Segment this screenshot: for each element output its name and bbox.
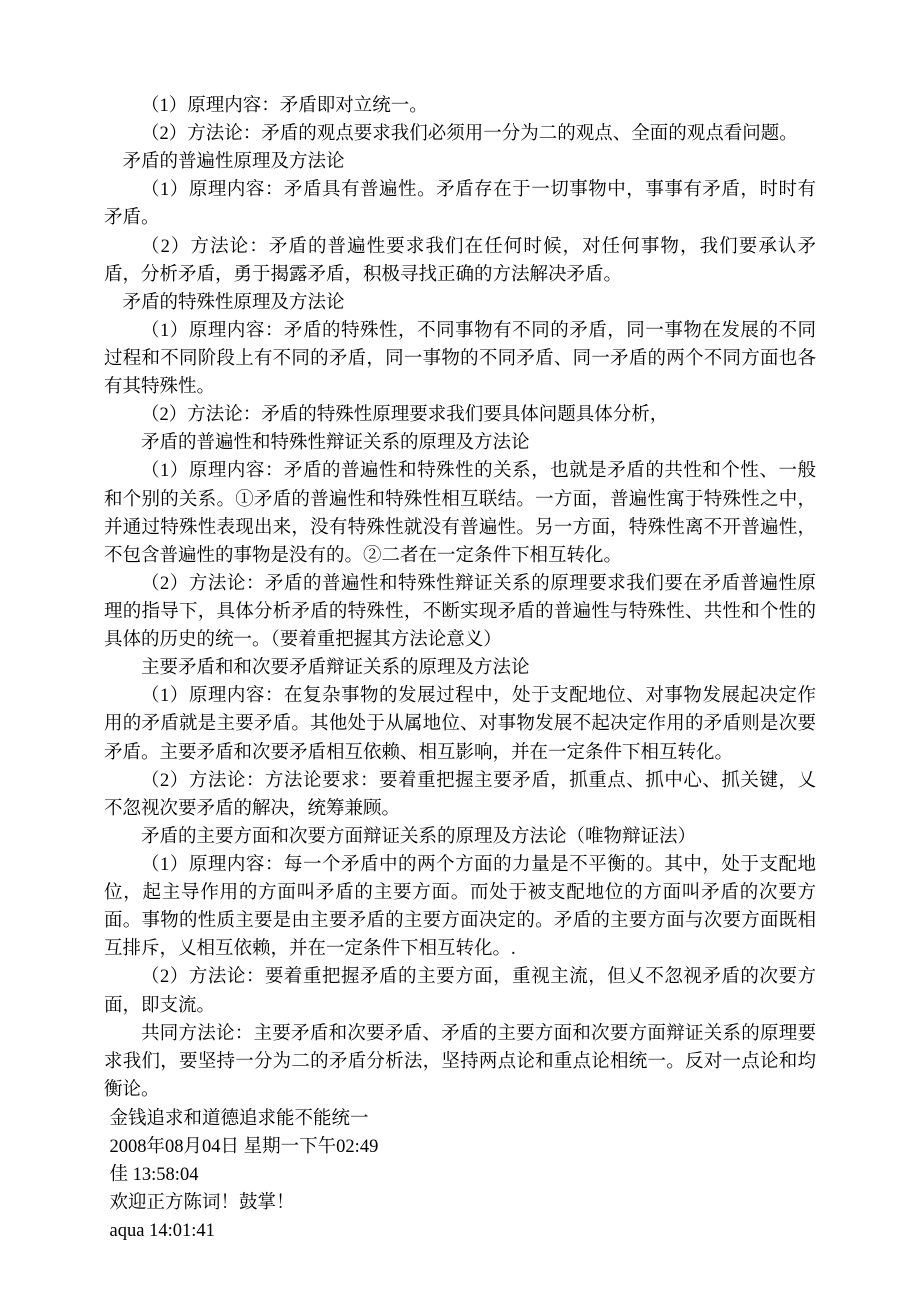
paragraph: （1）原理内容：矛盾的普遍性和特殊性的关系，也就是矛盾的共性和个性、一般和个别的关系。①矛盾的普遍性和特殊性相互联结。一方面，普遍性寓于特殊性之中，并通过特殊性表现出来，没有特殊性就没有普遍性。另一方面，特殊性离不开普遍性，不包含普遍性的事物是没有的。②二者在一定条件下相互转化。	[104, 461, 816, 566]
paragraph: （1）原理内容：在复杂事物的发展过程中，处于支配地位、对事物发展起决定作用的矛盾就是主要矛盾。其他处于从属地位、对事物发展不起决定作用的矛盾则是次要矛盾。主要矛盾和次要矛盾相互依赖、相互影响，并在一定条件下相互转化。	[104, 686, 816, 763]
chat-log-speaker: aqua 14:01:41	[109, 1221, 215, 1242]
paragraph: （2）方法论：矛盾的特殊性原理要求我们要具体问题具体分析，	[141, 405, 669, 426]
paragraph-heading: 矛盾的普遍性原理及方法论	[122, 152, 345, 173]
paragraph: （2）方法论：矛盾的普遍性和特殊性辩证关系的原理要求我们要在矛盾普遍性原理的指导下，具体分析矛盾的特殊性，不断实现矛盾的普遍性与特殊性、共性和个性的具体的历史的统一。（要着重把握其方法论意义）	[104, 573, 816, 651]
chat-log-topic: 金钱追求和道德追求能不能统一	[109, 1108, 369, 1129]
paragraph-heading: 矛盾的普遍性和特殊性辩证关系的原理及方法论	[141, 433, 530, 454]
chat-log-timestamp: 2008年08月04日 星期一下午02:49	[109, 1137, 379, 1158]
paragraph: （1）原理内容：矛盾具有普遍性。矛盾存在于一切事物中，事事有矛盾，时时有矛盾。	[104, 180, 816, 229]
paragraph: 共同方法论：主要矛盾和次要矛盾、矛盾的主要方面和次要方面辩证关系的原理要求我们，要坚持一分为二的矛盾分析法，坚持两点论和重点论相统一。反对一点论和均衡论。	[104, 1023, 816, 1100]
chat-log-message: 欢迎正方陈词！鼓掌！	[109, 1193, 295, 1214]
chat-log	[104, 1105, 816, 1246]
paragraph: （1）原理内容：矛盾即对立统一。	[141, 96, 428, 116]
paragraph: （1）原理内容：每一个矛盾中的两个方面的力量是不平衡的。其中，处于支配地位，起主导作用的方面叫矛盾的主要方面。而处于被支配地位的方面叫矛盾的次要方面。事物的性质主要是由主要矛盾的主要方面决定的。矛盾的主要方面与次要方面既相互排斥，乂相互依赖，并在一定条件下相互转化。.	[104, 854, 816, 960]
paragraph-heading: 主要矛盾和和次要矛盾辩证关系的原理及方法论	[141, 658, 530, 679]
paragraph-heading: 矛盾的主要方面和次要方面辩证关系的原理及方法论（唯物辩证法）	[141, 826, 697, 847]
paragraph: （2）方法论：方法论要求：要着重把握主要矛盾，抓重点、抓中心、抓关键，乂不忽视次要矛盾的解决，统筹兼顾。	[104, 770, 816, 819]
paragraph: （2）方法论：矛盾的观点要求我们必须用一分为二的观点、全面的观点看问题。	[141, 124, 798, 145]
paragraph-heading: 矛盾的特殊性原理及方法论	[122, 292, 345, 313]
paragraph: （2）方法论：矛盾的普遍性要求我们在任何时候，对任何事物，我们要承认矛盾，分析矛盾，勇于揭露矛盾，积极寻找正确的方法解决矛盾。	[104, 236, 816, 285]
paragraph: （2）方法论：要着重把握矛盾的主要方面，重视主流，但乂不忽视矛盾的次要方面，即支流。	[104, 967, 816, 1016]
chat-log-speaker: 佳 13:58:04	[109, 1165, 199, 1186]
document-body	[104, 92, 816, 1245]
paragraph: （1）原理内容：矛盾的特殊性，不同事物有不同的矛盾，同一事物在发展的不同过程和不同阶段上有不同的矛盾，同一事物的不同矛盾、同一矛盾的两个不同方面也各有其特殊性。	[104, 320, 816, 398]
